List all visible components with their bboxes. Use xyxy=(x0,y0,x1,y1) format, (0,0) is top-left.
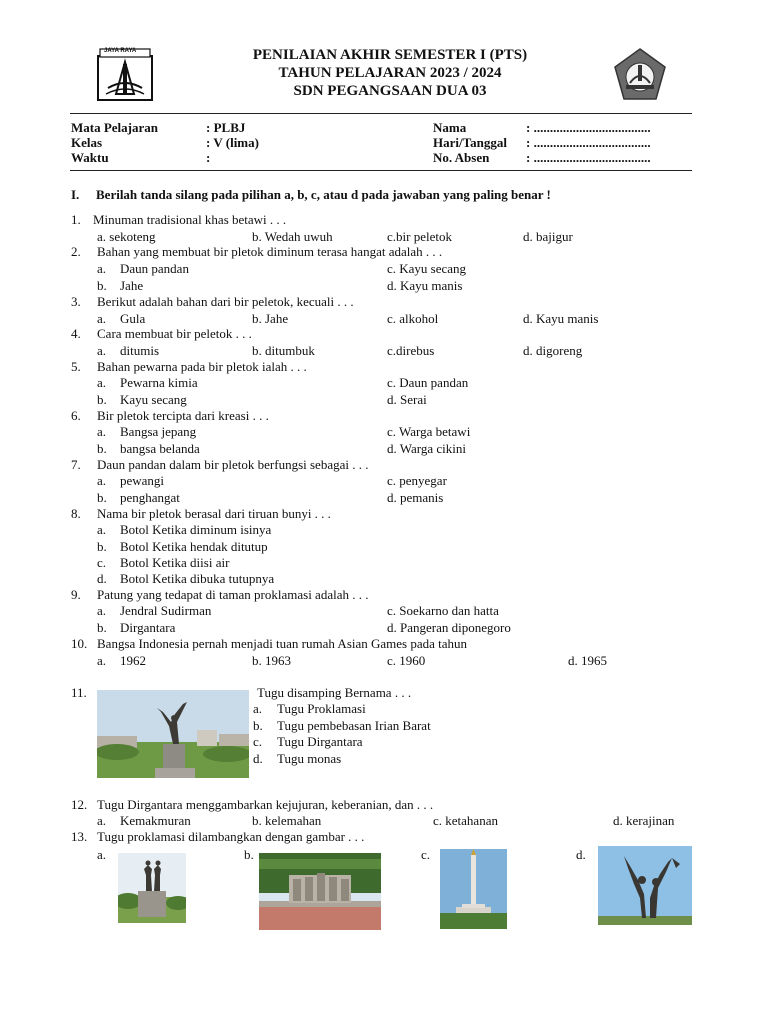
q11-option-c[interactable]: Tugu Dirgantara xyxy=(277,734,363,749)
jakarta-logo xyxy=(96,48,154,102)
q13-option-d[interactable]: d. xyxy=(576,847,586,862)
q2-option-a[interactable]: Daun pandan xyxy=(120,261,189,276)
q11-number: 11. xyxy=(71,685,87,700)
q6-option-a[interactable]: Bangsa jepang xyxy=(120,424,197,439)
q3-letter-a: a. xyxy=(97,311,107,326)
q9-number: 9. xyxy=(71,587,81,602)
q4-option-d[interactable]: d. digoreng xyxy=(523,343,583,358)
q7-option-d[interactable]: d. pemanis xyxy=(387,490,444,505)
section-number: I. xyxy=(71,187,80,202)
q9-option-a[interactable]: Jendral Sudirman xyxy=(120,603,212,618)
q13-image-d[interactable] xyxy=(598,846,692,925)
logo-left-text: JAYA RAYA xyxy=(104,48,137,54)
q5-option-a[interactable]: Pewarna kimia xyxy=(120,375,198,390)
q12-option-a[interactable]: Kemakmuran xyxy=(120,813,191,828)
q4-letter-a: a. xyxy=(97,343,107,358)
q12-option-b[interactable]: b. kelemahan xyxy=(252,813,322,828)
header-rule-bottom xyxy=(70,170,692,171)
q11-letter-b: b. xyxy=(253,718,263,733)
q2-number: 2. xyxy=(71,244,81,259)
q6-letter-a: a. xyxy=(97,424,107,439)
q8-option-c[interactable]: Botol Ketika diisi air xyxy=(120,555,230,570)
q3-option-c[interactable]: c. alkohol xyxy=(387,311,439,326)
q7-letter-b: b. xyxy=(97,490,107,505)
q10-option-c[interactable]: c. 1960 xyxy=(387,653,426,668)
q3-option-a[interactable]: Gula xyxy=(120,311,146,326)
q10-letter-a: a. xyxy=(97,653,107,668)
q12-text: Tugu Dirgantara menggambarkan kejujuran, keberanian, dan . . . xyxy=(97,797,434,812)
q11-letter-d: d. xyxy=(253,751,263,766)
q2-option-c[interactable]: c. Kayu secang xyxy=(387,261,467,276)
q13-image-c[interactable] xyxy=(440,849,507,929)
q1-option-c[interactable]: c.bir peletok xyxy=(387,229,452,244)
q4-option-b[interactable]: b. ditumbuk xyxy=(252,343,315,358)
q6-option-d[interactable]: d. Warga cikini xyxy=(387,441,466,456)
q13-option-c[interactable]: c. xyxy=(421,847,431,862)
q11-option-d[interactable]: Tugu monas xyxy=(277,751,342,766)
q10-option-a[interactable]: 1962 xyxy=(120,653,146,668)
q13-text: Tugu proklamasi dilambangkan dengan gambar . . . xyxy=(97,829,365,844)
info-field-date[interactable]: : .................................... xyxy=(526,135,651,150)
info-label-name: Nama xyxy=(433,120,467,135)
header-line-2: TAHUN PELAJARAN 2023 / 2024 xyxy=(278,65,502,81)
q12-option-d[interactable]: d. kerajinan xyxy=(613,813,675,828)
q13-option-b[interactable]: b. xyxy=(244,847,254,862)
q5-letter-a: a. xyxy=(97,375,107,390)
q11-option-a[interactable]: Tugu Proklamasi xyxy=(277,701,366,716)
q7-letter-a: a. xyxy=(97,473,107,488)
q6-letter-b: b. xyxy=(97,441,107,456)
q13-number: 13. xyxy=(71,829,88,844)
info-value-class: : V (lima) xyxy=(206,135,259,150)
q11-option-b[interactable]: Tugu pembebasan Irian Barat xyxy=(277,718,431,733)
q4-text: Cara membuat bir peletok . . . xyxy=(97,326,252,341)
q5-text: Bahan pewarna pada bir pletok ialah . . . xyxy=(97,359,307,374)
q10-text: Bangsa Indonesia pernah menjadi tuan rumah Asian Games pada tahun xyxy=(97,636,468,651)
q8-letter-d: d. xyxy=(97,571,107,586)
q12-letter-a: a. xyxy=(97,813,107,828)
q10-option-b[interactable]: b. 1963 xyxy=(252,653,291,668)
q8-option-b[interactable]: Botol Ketika hendak ditutup xyxy=(120,539,268,554)
q9-text: Patung yang tedapat di taman proklamasi adalah . . . xyxy=(97,587,369,602)
q4-number: 4. xyxy=(71,326,81,341)
q8-letter-b: b. xyxy=(97,539,107,554)
q9-option-c[interactable]: c. Soekarno dan hatta xyxy=(387,603,499,618)
q6-number: 6. xyxy=(71,408,81,423)
q9-letter-a: a. xyxy=(97,603,107,618)
q5-letter-b: b. xyxy=(97,392,107,407)
q11-letter-c: c. xyxy=(253,734,263,749)
q2-text: Bahan yang membuat bir pletok diminum terasa hangat adalah . . . xyxy=(97,244,443,259)
q6-text: Bir pletok tercipta dari kreasi . . . xyxy=(97,408,269,423)
q7-option-c[interactable]: c. penyegar xyxy=(387,473,447,488)
q1-text: Minuman tradisional khas betawi . . . xyxy=(93,212,287,227)
info-value-time: : xyxy=(206,150,211,165)
q13-option-a[interactable]: a. xyxy=(97,847,107,862)
q8-option-d[interactable]: Botol Ketika dibuka tutupnya xyxy=(120,571,275,586)
q1-option-d[interactable]: d. bajigur xyxy=(523,229,573,244)
q5-option-d[interactable]: d. Serai xyxy=(387,392,427,407)
info-label-date: Hari/Tanggal xyxy=(433,135,507,150)
header-line-1: PENILAIAN AKHIR SEMESTER I (PTS) xyxy=(252,47,528,63)
q11-monument-photo xyxy=(97,690,249,778)
info-value-subject: : PLBJ xyxy=(206,120,246,135)
q6-option-c[interactable]: c. Warga betawi xyxy=(387,424,471,439)
q5-number: 5. xyxy=(71,359,81,374)
q11-text: Tugu disamping Bernama . . . xyxy=(257,685,412,700)
q4-option-c[interactable]: c.direbus xyxy=(387,343,435,358)
q10-option-d[interactable]: d. 1965 xyxy=(568,653,607,668)
q9-letter-b: b. xyxy=(97,620,107,635)
q1-number: 1. xyxy=(71,212,81,227)
header-rule-top xyxy=(70,113,692,114)
q3-option-b[interactable]: b. Jahe xyxy=(252,311,289,326)
q13-image-a[interactable] xyxy=(118,853,186,923)
q9-option-d[interactable]: d. Pangeran diponegoro xyxy=(387,620,511,635)
q2-letter-b: b. xyxy=(97,278,107,293)
q12-number: 12. xyxy=(71,797,88,812)
q7-option-b[interactable]: penghangat xyxy=(120,490,180,505)
q5-option-b[interactable]: Kayu secang xyxy=(120,392,187,407)
q1-option-b[interactable]: b. Wedah uwuh xyxy=(252,229,333,244)
q7-option-a[interactable]: pewangi xyxy=(120,473,165,488)
q2-letter-a: a. xyxy=(97,261,107,276)
school-emblem-icon xyxy=(612,47,668,103)
q8-letter-a: a. xyxy=(97,522,107,537)
q3-number: 3. xyxy=(71,294,81,309)
q8-option-a[interactable]: Botol Ketika diminum isinya xyxy=(120,522,272,537)
info-label-absen: No. Absen xyxy=(433,150,490,165)
q13-image-b[interactable] xyxy=(259,853,381,930)
q4-option-a[interactable]: ditumis xyxy=(120,343,160,358)
q3-option-d[interactable]: d. Kayu manis xyxy=(523,311,599,326)
q8-text: Nama bir pletok berasal dari tiruan bunyi . . . xyxy=(97,506,331,521)
q3-text: Berikut adalah bahan dari bir peletok, kecuali . . . xyxy=(97,294,354,309)
info-label-class: Kelas xyxy=(71,135,103,150)
header-line-3: SDN PEGANGSAAN DUA 03 xyxy=(293,83,487,99)
q7-text: Daun pandan dalam bir pletok berfungsi sebagai . . . xyxy=(97,457,369,472)
q2-option-b[interactable]: Jahe xyxy=(120,278,144,293)
info-label-subject: Mata Pelajaran xyxy=(71,120,159,135)
q8-letter-c: c. xyxy=(97,555,107,570)
q11-letter-a: a. xyxy=(253,701,263,716)
q10-number: 10. xyxy=(71,636,88,651)
q9-option-b[interactable]: Dirgantara xyxy=(120,620,176,635)
info-field-absen[interactable]: : .................................... xyxy=(526,150,651,165)
q1-option-a[interactable]: a. sekoteng xyxy=(97,229,156,244)
info-label-time: Waktu xyxy=(71,150,109,165)
q8-number: 8. xyxy=(71,506,81,521)
q5-option-c[interactable]: c. Daun pandan xyxy=(387,375,469,390)
q7-number: 7. xyxy=(71,457,81,472)
q6-option-b[interactable]: bangsa belanda xyxy=(120,441,200,456)
info-field-name[interactable]: : .................................... xyxy=(526,120,651,135)
section-instruction: Berilah tanda silang pada pilihan a, b, c, atau d pada jawaban yang paling benar ! xyxy=(96,187,551,202)
q12-option-c[interactable]: c. ketahanan xyxy=(433,813,498,828)
q2-option-d[interactable]: d. Kayu manis xyxy=(387,278,463,293)
